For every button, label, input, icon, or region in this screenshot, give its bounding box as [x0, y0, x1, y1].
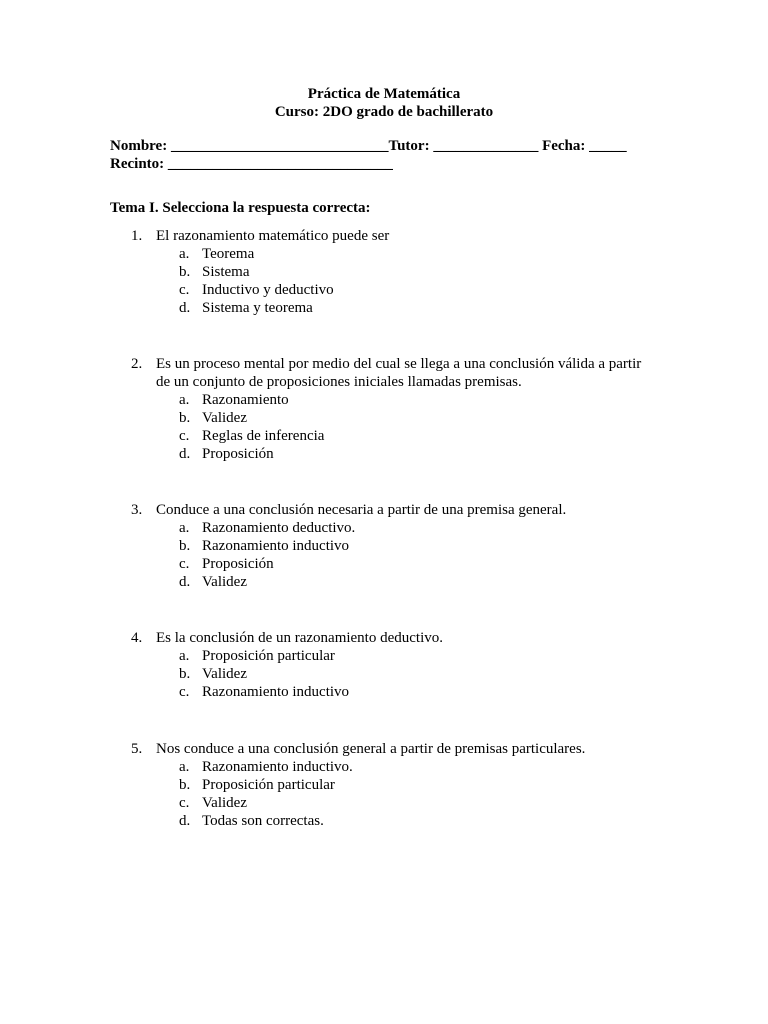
option-letter: c.	[179, 282, 190, 298]
option-letter: b.	[179, 410, 191, 426]
option-text: Razonamiento inductivo	[202, 684, 350, 700]
option-letter: a.	[179, 392, 190, 408]
option-letter: d.	[179, 300, 191, 316]
option-text: Proposición particular	[202, 648, 335, 664]
question-number: 4.	[131, 630, 143, 646]
option-text: Razonamiento inductivo.	[202, 759, 353, 775]
option-text: Razonamiento deductivo.	[202, 520, 356, 536]
question-text: El razonamiento matemático puede ser	[156, 228, 390, 244]
option-letter: a.	[179, 759, 190, 775]
option-text: Inductivo y deductivo	[202, 282, 334, 298]
option-text: Validez	[202, 574, 247, 590]
option-letter: a.	[179, 520, 190, 536]
option-letter: c.	[179, 428, 190, 444]
option-text: Todas son correctas.	[202, 813, 324, 829]
option-letter: b.	[179, 264, 191, 280]
option-letter: b.	[179, 666, 191, 682]
option-letter: d.	[179, 813, 191, 829]
option-text: Validez	[202, 666, 247, 682]
option-text: Proposición particular	[202, 777, 335, 793]
option-letter: b.	[179, 777, 191, 793]
page-title: Práctica de Matemática	[307, 86, 461, 102]
name-tutor-date-line: Nombre: _____________________________Tutor: ______________ Fecha: _____	[110, 138, 627, 154]
option-text: Validez	[202, 795, 247, 811]
option-letter: c.	[179, 795, 190, 811]
question-number: 1.	[131, 228, 143, 244]
question-number: 3.	[131, 502, 143, 518]
option-text: Proposición	[202, 556, 274, 572]
course-subtitle: Curso: 2DO grado de bachillerato	[274, 104, 494, 120]
question-number: 2.	[131, 356, 143, 372]
option-text: Proposición	[202, 446, 274, 462]
question-text: de un conjunto de proposiciones iniciales llamadas premisas.	[156, 374, 522, 390]
section-title: Tema I. Selecciona la respuesta correcta:	[110, 200, 371, 216]
question-text: Es un proceso mental por medio del cual se llega a una conclusión válida a partir	[156, 356, 642, 372]
question-text: Nos conduce a una conclusión general a partir de premisas particulares.	[156, 741, 586, 757]
option-letter: a.	[179, 246, 190, 262]
option-letter: c.	[179, 684, 190, 700]
question-text: Es la conclusión de un razonamiento deductivo.	[156, 630, 443, 646]
option-letter: a.	[179, 648, 190, 664]
option-letter: c.	[179, 556, 190, 572]
option-text: Validez	[202, 410, 247, 426]
question-number: 5.	[131, 741, 143, 757]
option-text: Reglas de inferencia	[202, 428, 325, 444]
question-text: Conduce a una conclusión necesaria a partir de una premisa general.	[156, 502, 567, 518]
option-letter: b.	[179, 538, 191, 554]
option-text: Sistema y teorema	[202, 300, 313, 316]
option-text: Razonamiento inductivo	[202, 538, 350, 554]
option-letter: d.	[179, 446, 191, 462]
campus-line: Recinto: ______________________________	[110, 156, 393, 172]
option-letter: d.	[179, 574, 191, 590]
option-text: Sistema	[202, 264, 250, 280]
option-text: Teorema	[202, 246, 255, 262]
option-text: Razonamiento	[202, 392, 289, 408]
